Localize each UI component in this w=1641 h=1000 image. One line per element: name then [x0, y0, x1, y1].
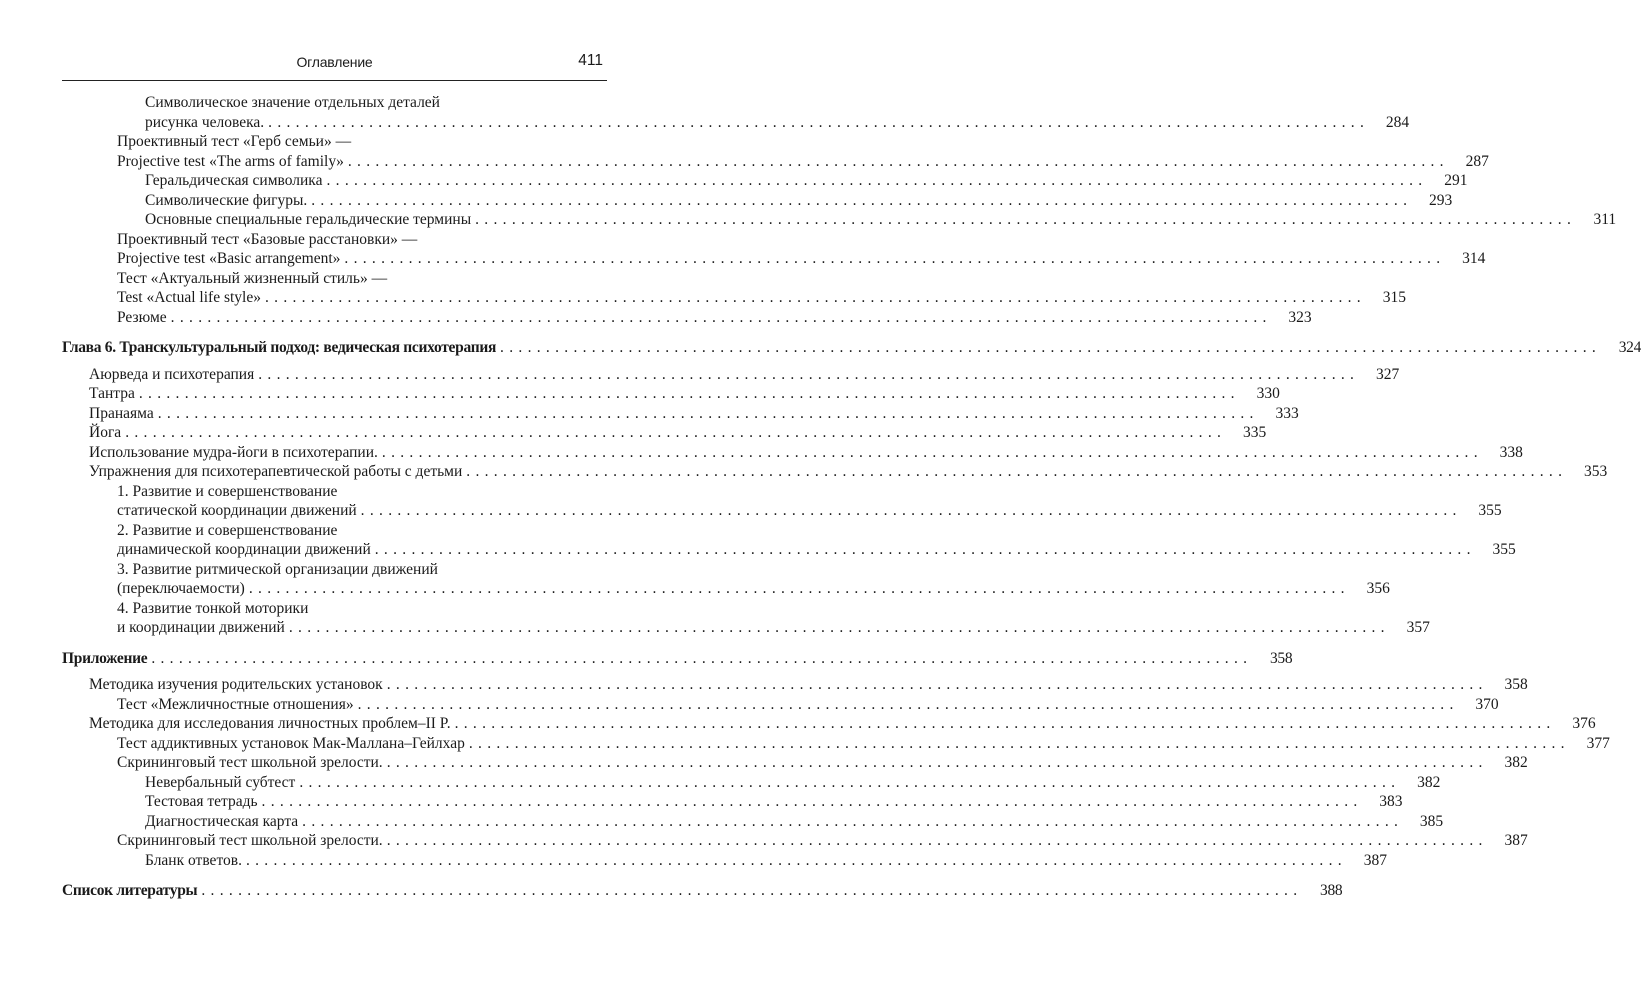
toc-entry-text: Тест аддиктивных установок Мак-Маллана–Гейлхар [117, 734, 465, 752]
toc-entry-text: Скрининговый тест школьной зрелости. [117, 832, 383, 849]
toc-entry-text: Геральдическая символика [145, 172, 323, 189]
toc-page-number: 358 [1269, 649, 1293, 667]
toc-entry-text: Приложение [62, 649, 148, 667]
toc-page-number: 327 [1375, 365, 1400, 383]
toc-page-number: 323 [1288, 308, 1312, 326]
toc-page-number: 382 [1504, 754, 1528, 771]
toc-entry-row [145, 210, 1617, 230]
dot-leader: ........................................................................................................................ [326, 172, 1428, 189]
toc-entry-row [117, 579, 1390, 599]
toc-entry-row [145, 851, 1387, 871]
dot-leader: ........................................................................................................................ [468, 734, 1570, 752]
toc-entry-text: и координации движений [117, 619, 285, 636]
dot-leader: ........................................................................................................................ [475, 211, 1577, 228]
toc-entry-row [117, 753, 1528, 773]
toc-entry-row [117, 501, 1502, 521]
toc-entry-text: 4. Развитие тонкой моторики [117, 599, 309, 617]
toc-entry-row [89, 404, 1299, 424]
toc-entry-text: Тестовая тетрадь [145, 793, 258, 810]
toc-entry-text: Тест «Актуальный жизненный стиль» — [117, 269, 388, 287]
dot-leader: ........................................................................................................................ [201, 882, 1303, 899]
dot-leader: ........................................................................................................................ [386, 676, 1488, 693]
toc-page-number: 324 [1618, 339, 1641, 356]
toc-entry-row [145, 792, 1403, 812]
running-header [62, 50, 607, 81]
toc-page-number: 382 [1417, 773, 1441, 791]
toc-entry[interactable] [62, 851, 1387, 871]
toc-entry-row [117, 695, 1499, 715]
toc-entry-text: 2. Развитие и совершенствование [117, 521, 338, 539]
toc-entry[interactable] [62, 792, 1403, 812]
toc-entry-row [89, 384, 1280, 404]
toc-entry[interactable] [62, 404, 1299, 424]
toc-entry[interactable] [62, 132, 1489, 171]
toc-entry-text: Пранаяма [89, 404, 154, 422]
toc-entry-text: Основные специальные геральдические термины [145, 211, 472, 228]
dot-leader: ........................................................................................................................ [248, 580, 1350, 597]
toc-entry[interactable] [62, 308, 1312, 328]
toc-entry-text: Проективный тест «Базовые расстановки» — [117, 230, 418, 248]
dot-leader: ........................................................................................................................ [245, 851, 1347, 869]
toc-entry-row [62, 649, 1293, 669]
toc-entry-text: Методика изучения родительских установок [89, 676, 383, 693]
toc-entry[interactable] [62, 831, 1528, 851]
toc-entry-row [145, 113, 1410, 133]
page-number: 411 [578, 52, 603, 69]
toc-entry[interactable] [62, 482, 1502, 521]
toc-entry-row [117, 249, 1486, 269]
toc-entry[interactable] [62, 423, 1267, 443]
toc-entry[interactable] [62, 521, 1516, 560]
toc-entry-text: Аюрведа и психотерапия [89, 365, 255, 383]
toc-page-number: 293 [1429, 191, 1453, 209]
toc-entry-text: Йога [89, 424, 122, 441]
running-title: Оглавление [296, 54, 373, 70]
dot-leader: ........................................................................................................................ [261, 793, 1363, 810]
toc-entry[interactable] [62, 675, 1528, 695]
toc-entry[interactable] [62, 210, 1617, 230]
toc-page-number: 387 [1363, 851, 1387, 869]
toc-entry-row [117, 152, 1489, 172]
toc-entry-text: динамической координации движений [117, 541, 371, 558]
toc-page-number: 358 [1504, 676, 1528, 693]
toc-entry[interactable] [62, 773, 1441, 793]
toc-entry-row [117, 831, 1528, 851]
toc-entry-row [62, 881, 1343, 901]
toc-page-number: 311 [1593, 211, 1617, 228]
toc-entry[interactable] [62, 812, 1444, 832]
toc-page-number: 383 [1379, 793, 1403, 810]
toc-entry-text: 3. Развитие ритмической организации движений [117, 560, 438, 578]
toc-entry-text: Глава 6. Транскультуральный подход: ведическая психотерапия [62, 339, 497, 356]
toc-entry[interactable] [62, 171, 1468, 191]
toc-entry-row [89, 675, 1528, 695]
toc-entry[interactable] [62, 365, 1400, 385]
dot-leader: ........................................................................................................................ [258, 365, 1360, 383]
toc-entry-text: Бланк ответов. [145, 851, 242, 869]
toc-page-number: 355 [1478, 502, 1502, 519]
dot-leader: ........................................................................................................................ [299, 773, 1401, 791]
toc-chapter-entry[interactable] [62, 881, 1343, 901]
toc-entry-text: Методика для исследования личностных проблем–II P. [89, 715, 451, 732]
toc-entry-row [89, 423, 1267, 443]
toc-entry[interactable] [62, 714, 1596, 734]
toc-entry-text: Список литературы [62, 882, 198, 899]
dot-leader: ........................................................................................................................ [374, 541, 1476, 558]
toc-entry-text: Projective test «The arms of family» [117, 152, 344, 170]
toc-page-number: 357 [1406, 619, 1430, 636]
toc-entry-text: Test «Actual life style» [117, 289, 261, 306]
dot-leader: ........................................................................................................................ [288, 619, 1390, 636]
toc-entry-row [117, 618, 1430, 638]
toc-entry[interactable] [62, 93, 1410, 132]
dot-leader: ........................................................................................................................ [357, 695, 1459, 713]
dot-leader: ........................................................................................................................ [151, 649, 1253, 667]
dot-leader: ........................................................................................................................ [302, 812, 1404, 830]
toc-page-number: 291 [1444, 172, 1468, 189]
toc-chapter-entry[interactable] [62, 649, 1293, 669]
toc-entry-row [89, 462, 1608, 482]
dot-leader: ........................................................................................................................ [268, 113, 1370, 131]
toc-chapter-entry[interactable] [62, 338, 1641, 358]
dot-leader: ........................................................................................................................ [311, 191, 1413, 209]
toc-entry-text: Тест «Межличностные отношения» [117, 695, 354, 713]
toc-page-number: 314 [1462, 250, 1486, 267]
toc-entry[interactable] [62, 734, 1610, 754]
toc-entry-text: Символические фигуры. [145, 191, 308, 209]
toc-page-number: 376 [1572, 715, 1596, 732]
toc-entry-text: Диагностическая карта [145, 812, 299, 830]
dot-leader: ........................................................................................................................ [170, 308, 1272, 326]
toc-entry-text: (переключаемости) [117, 580, 245, 597]
toc-entry[interactable] [62, 599, 1430, 638]
dot-leader: ........................................................................................................................ [125, 424, 1227, 441]
dot-leader: ........................................................................................................................ [386, 832, 1488, 849]
dot-leader: ........................................................................................................................ [344, 250, 1446, 267]
toc-page-number: 388 [1320, 882, 1343, 899]
dot-leader: ........................................................................................................................ [386, 754, 1488, 771]
toc-page-number: 338 [1499, 443, 1523, 461]
toc-entry[interactable] [62, 191, 1453, 211]
toc-page-number: 370 [1475, 695, 1499, 713]
toc-page-number: 333 [1275, 404, 1299, 422]
toc-page-number: 335 [1242, 424, 1267, 441]
dot-leader: ........................................................................................................................ [381, 443, 1483, 461]
toc-entry[interactable] [62, 462, 1608, 482]
toc-entry[interactable] [62, 695, 1499, 715]
toc-entry-row [62, 338, 1641, 358]
toc-entry-text: Использование мудра-йоги в психотерапии. [89, 443, 378, 461]
dot-leader: ........................................................................................................................ [157, 404, 1259, 422]
toc-entry-text: 1. Развитие и совершенствование [117, 482, 338, 500]
dot-leader: ........................................................................................................................ [138, 385, 1240, 402]
dot-leader: ........................................................................................................................ [347, 152, 1449, 170]
toc-entry-row [89, 443, 1523, 463]
toc-entry[interactable] [62, 269, 1406, 308]
toc-entry-row [117, 288, 1406, 308]
toc-entry[interactable] [62, 443, 1523, 463]
toc-entry-row [89, 365, 1400, 385]
toc-entry-text: Символическое значение отдельных деталей [145, 94, 440, 111]
dot-leader: ........................................................................................................................ [264, 289, 1366, 306]
toc-page-number: 315 [1382, 289, 1406, 306]
toc-entry[interactable] [62, 753, 1528, 773]
toc-entry-text: Проективный тест «Герб семьи» — [117, 133, 352, 150]
toc-entry-row [145, 171, 1468, 191]
toc-entry-text: Невербальный субтест [145, 773, 296, 791]
toc-entry-row [89, 714, 1596, 734]
toc-page-number: 356 [1366, 580, 1390, 597]
toc-entry-row [117, 308, 1312, 328]
toc-entry-text: рисунка человека. [145, 113, 265, 131]
dot-leader: ........................................................................................................................ [454, 715, 1556, 732]
toc-entry-text: статической координации движений [117, 502, 357, 519]
toc-page-number: 330 [1256, 385, 1280, 402]
dot-leader: ........................................................................................................................ [360, 502, 1462, 519]
dot-leader: ........................................................................................................................ [500, 339, 1602, 356]
toc-entry-text: Projective test «Basic arrangement» [117, 250, 341, 267]
toc-entry-row [145, 812, 1444, 832]
table-of-contents [62, 93, 1641, 901]
toc-page-number: 287 [1465, 152, 1489, 170]
toc-entry-text: Упражнения для психотерапевтической работы с детьми [89, 463, 463, 480]
toc-entry[interactable] [62, 384, 1280, 404]
toc-page-number: 387 [1504, 832, 1528, 849]
toc-entry-row [117, 540, 1516, 560]
toc-page-number: 353 [1584, 463, 1608, 480]
toc-page-number: 385 [1419, 812, 1444, 830]
toc-entry[interactable] [62, 230, 1486, 269]
toc-entry-row [117, 734, 1610, 754]
toc-page-number: 355 [1492, 541, 1516, 558]
toc-page-number: 377 [1586, 734, 1610, 752]
dot-leader: ........................................................................................................................ [466, 463, 1568, 480]
toc-entry-text: Скрининговый тест школьной зрелости. [117, 754, 383, 771]
toc-entry-row [145, 191, 1453, 211]
toc-page-number: 284 [1385, 113, 1410, 131]
toc-entry-text: Резюме [117, 308, 167, 326]
toc-entry-row [145, 773, 1441, 793]
toc-entry-text: Тантра [89, 385, 135, 402]
toc-entry[interactable] [62, 560, 1390, 599]
